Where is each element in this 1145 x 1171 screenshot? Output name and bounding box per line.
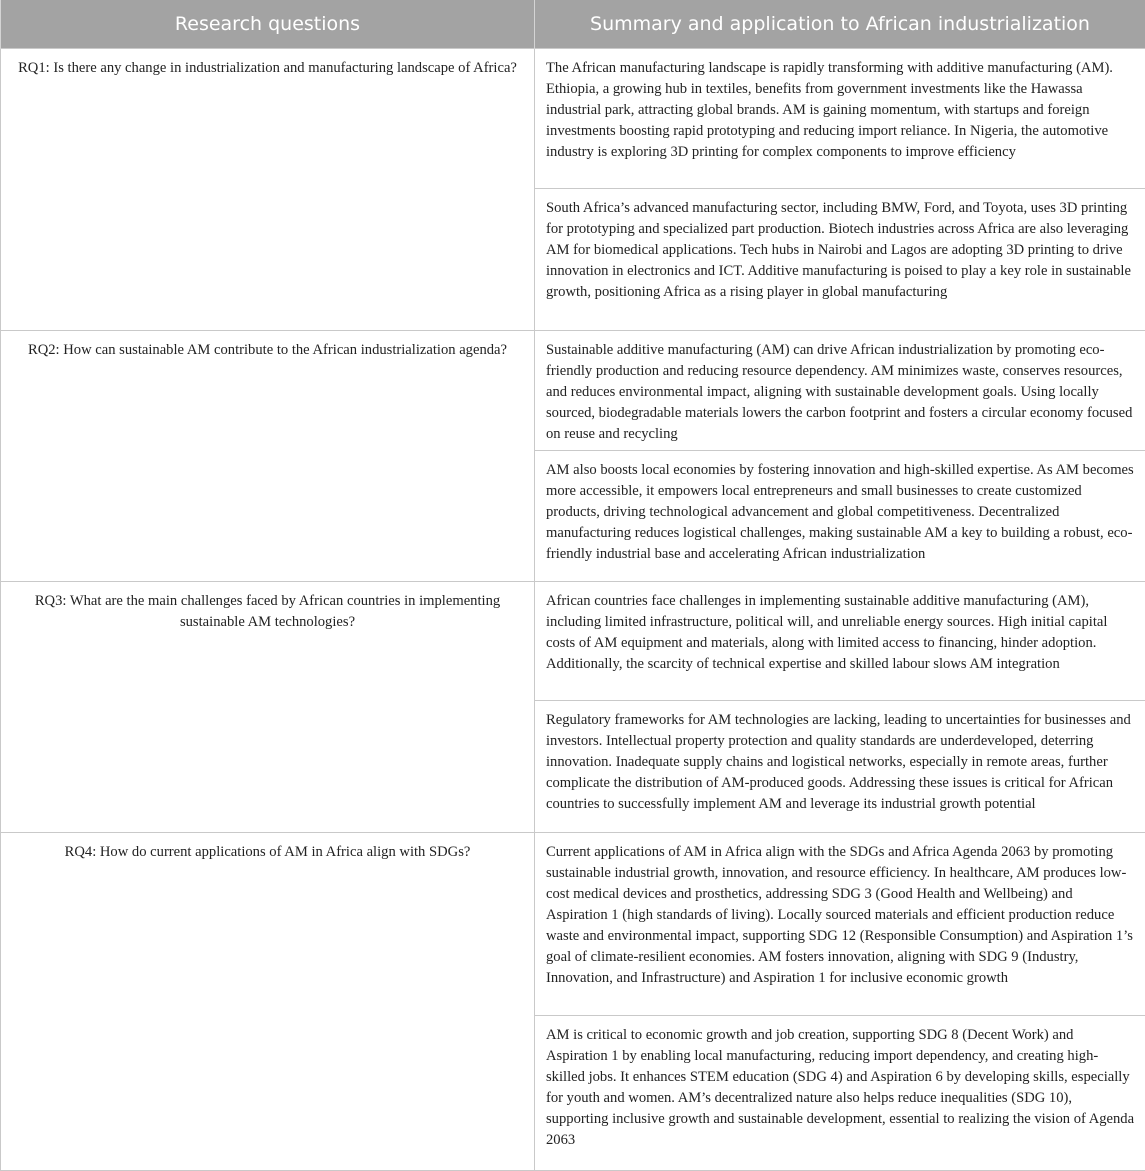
table-row [1,49,1145,189]
summary-cell: African countries face challenges in implementing sustainable additive manufacturing (AM), including limited infrastructure, political will, and unreliable energy sources. High initial capital costs of AM equipment and materials, along with limited access to financing, hinder adoption. Additionally, the scarcity of technical expertise and skilled labour slows AM integration [535,582,1145,701]
summary-cell: Sustainable additive manufacturing (AM) can drive African industrialization by promoting eco-friendly production and reducing resource dependency. AM minimizes waste, conserves resources, and reduces environmental impact, aligning with sustainable development goals. Using locally sourced, biodegradable materials lowers the carbon footprint and fosters a circular economy focused on reuse and recycling [535,331,1145,451]
table-row [1,582,1145,701]
summary-cell: AM is critical to economic growth and job creation, supporting SDG 8 (Decent Work) and Aspiration 1 by enabling local manufacturing, reducing import dependency, and creating high-skilled jobs. It enhances STEM education (SDG 4) and Aspiration 6 by developing skills, especially for youth and women. AM’s decentralized nature also helps reduce inequalities (SDG 10), supporting inclusive growth and sustainable development, essential to realizing the vision of Agenda 2063 [535,1016,1145,1171]
summary-cell: AM also boosts local economies by fostering innovation and high-skilled expertise. As AM becomes more accessible, it empowers local entrepreneurs and small businesses to create customized products, driving technological advancement and global competitiveness. Decentralized manufacturing reduces logistical challenges, making sustainable AM a key to building a robust, eco-friendly industrial base and accelerating African industrialization [535,451,1145,582]
table-row [1,331,1145,451]
header-research-questions: Research questions [1,0,535,49]
summary-cell: Regulatory frameworks for AM technologies are lacking, leading to uncertainties for businesses and investors. Intellectual property protection and quality standards are underdeveloped, deterring innovation. Inadequate supply chains and logistical networks, especially in remote areas, further complicate the distribution of AM-produced goods. Addressing these issues is critical for African countries to successfully implement AM and leverage its industrial growth potential [535,701,1145,833]
table-row [1,833,1145,1016]
question-cell-rq2: RQ2: How can sustainable AM contribute to the African industrialization agenda? [1,331,535,582]
summary-cell: The African manufacturing landscape is rapidly transforming with additive manufacturing (AM). Ethiopia, a growing hub in textiles, benefits from government investments like the Hawassa industrial park, attracting global brands. AM is gaining momentum, with startups and foreign investments boosting rapid prototyping and reducing import reliance. In Nigeria, the automotive industry is exploring 3D printing for complex components to improve efficiency [535,49,1145,189]
question-cell-rq1: RQ1: Is there any change in industrialization and manufacturing landscape of Africa? [1,49,535,331]
question-cell-rq3: RQ3: What are the main challenges faced by African countries in implementing sustainable AM technologies? [1,582,535,833]
question-cell-rq4: RQ4: How do current applications of AM in Africa align with SDGs? [1,833,535,1171]
table-header-row [1,0,1145,49]
header-summary: Summary and application to African industrialization [535,0,1145,49]
summary-cell: South Africa’s advanced manufacturing sector, including BMW, Ford, and Toyota, uses 3D printing for prototyping and specialized part production. Biotech industries across Africa are also leveraging AM for biomedical applications. Tech hubs in Nairobi and Lagos are adopting 3D printing to drive innovation in electronics and ICT. Additive manufacturing is poised to play a key role in sustainable growth, positioning Africa as a rising player in global manufacturing [535,189,1145,331]
summary-cell: Current applications of AM in Africa align with the SDGs and Africa Agenda 2063 by promoting sustainable industrial growth, innovation, and resource efficiency. In healthcare, AM produces low-cost medical devices and prosthetics, addressing SDG 3 (Good Health and Wellbeing) and Aspiration 1 (high standards of living). Locally sourced materials and efficient production reduce waste and environmental impact, supporting SDG 12 (Responsible Consumption) and Aspiration 1’s goal of climate-resilient economies. AM fosters innovation, aligning with SDG 9 (Industry, Innovation, and Infrastructure) and Aspiration 1 for inclusive economic growth [535,833,1145,1016]
